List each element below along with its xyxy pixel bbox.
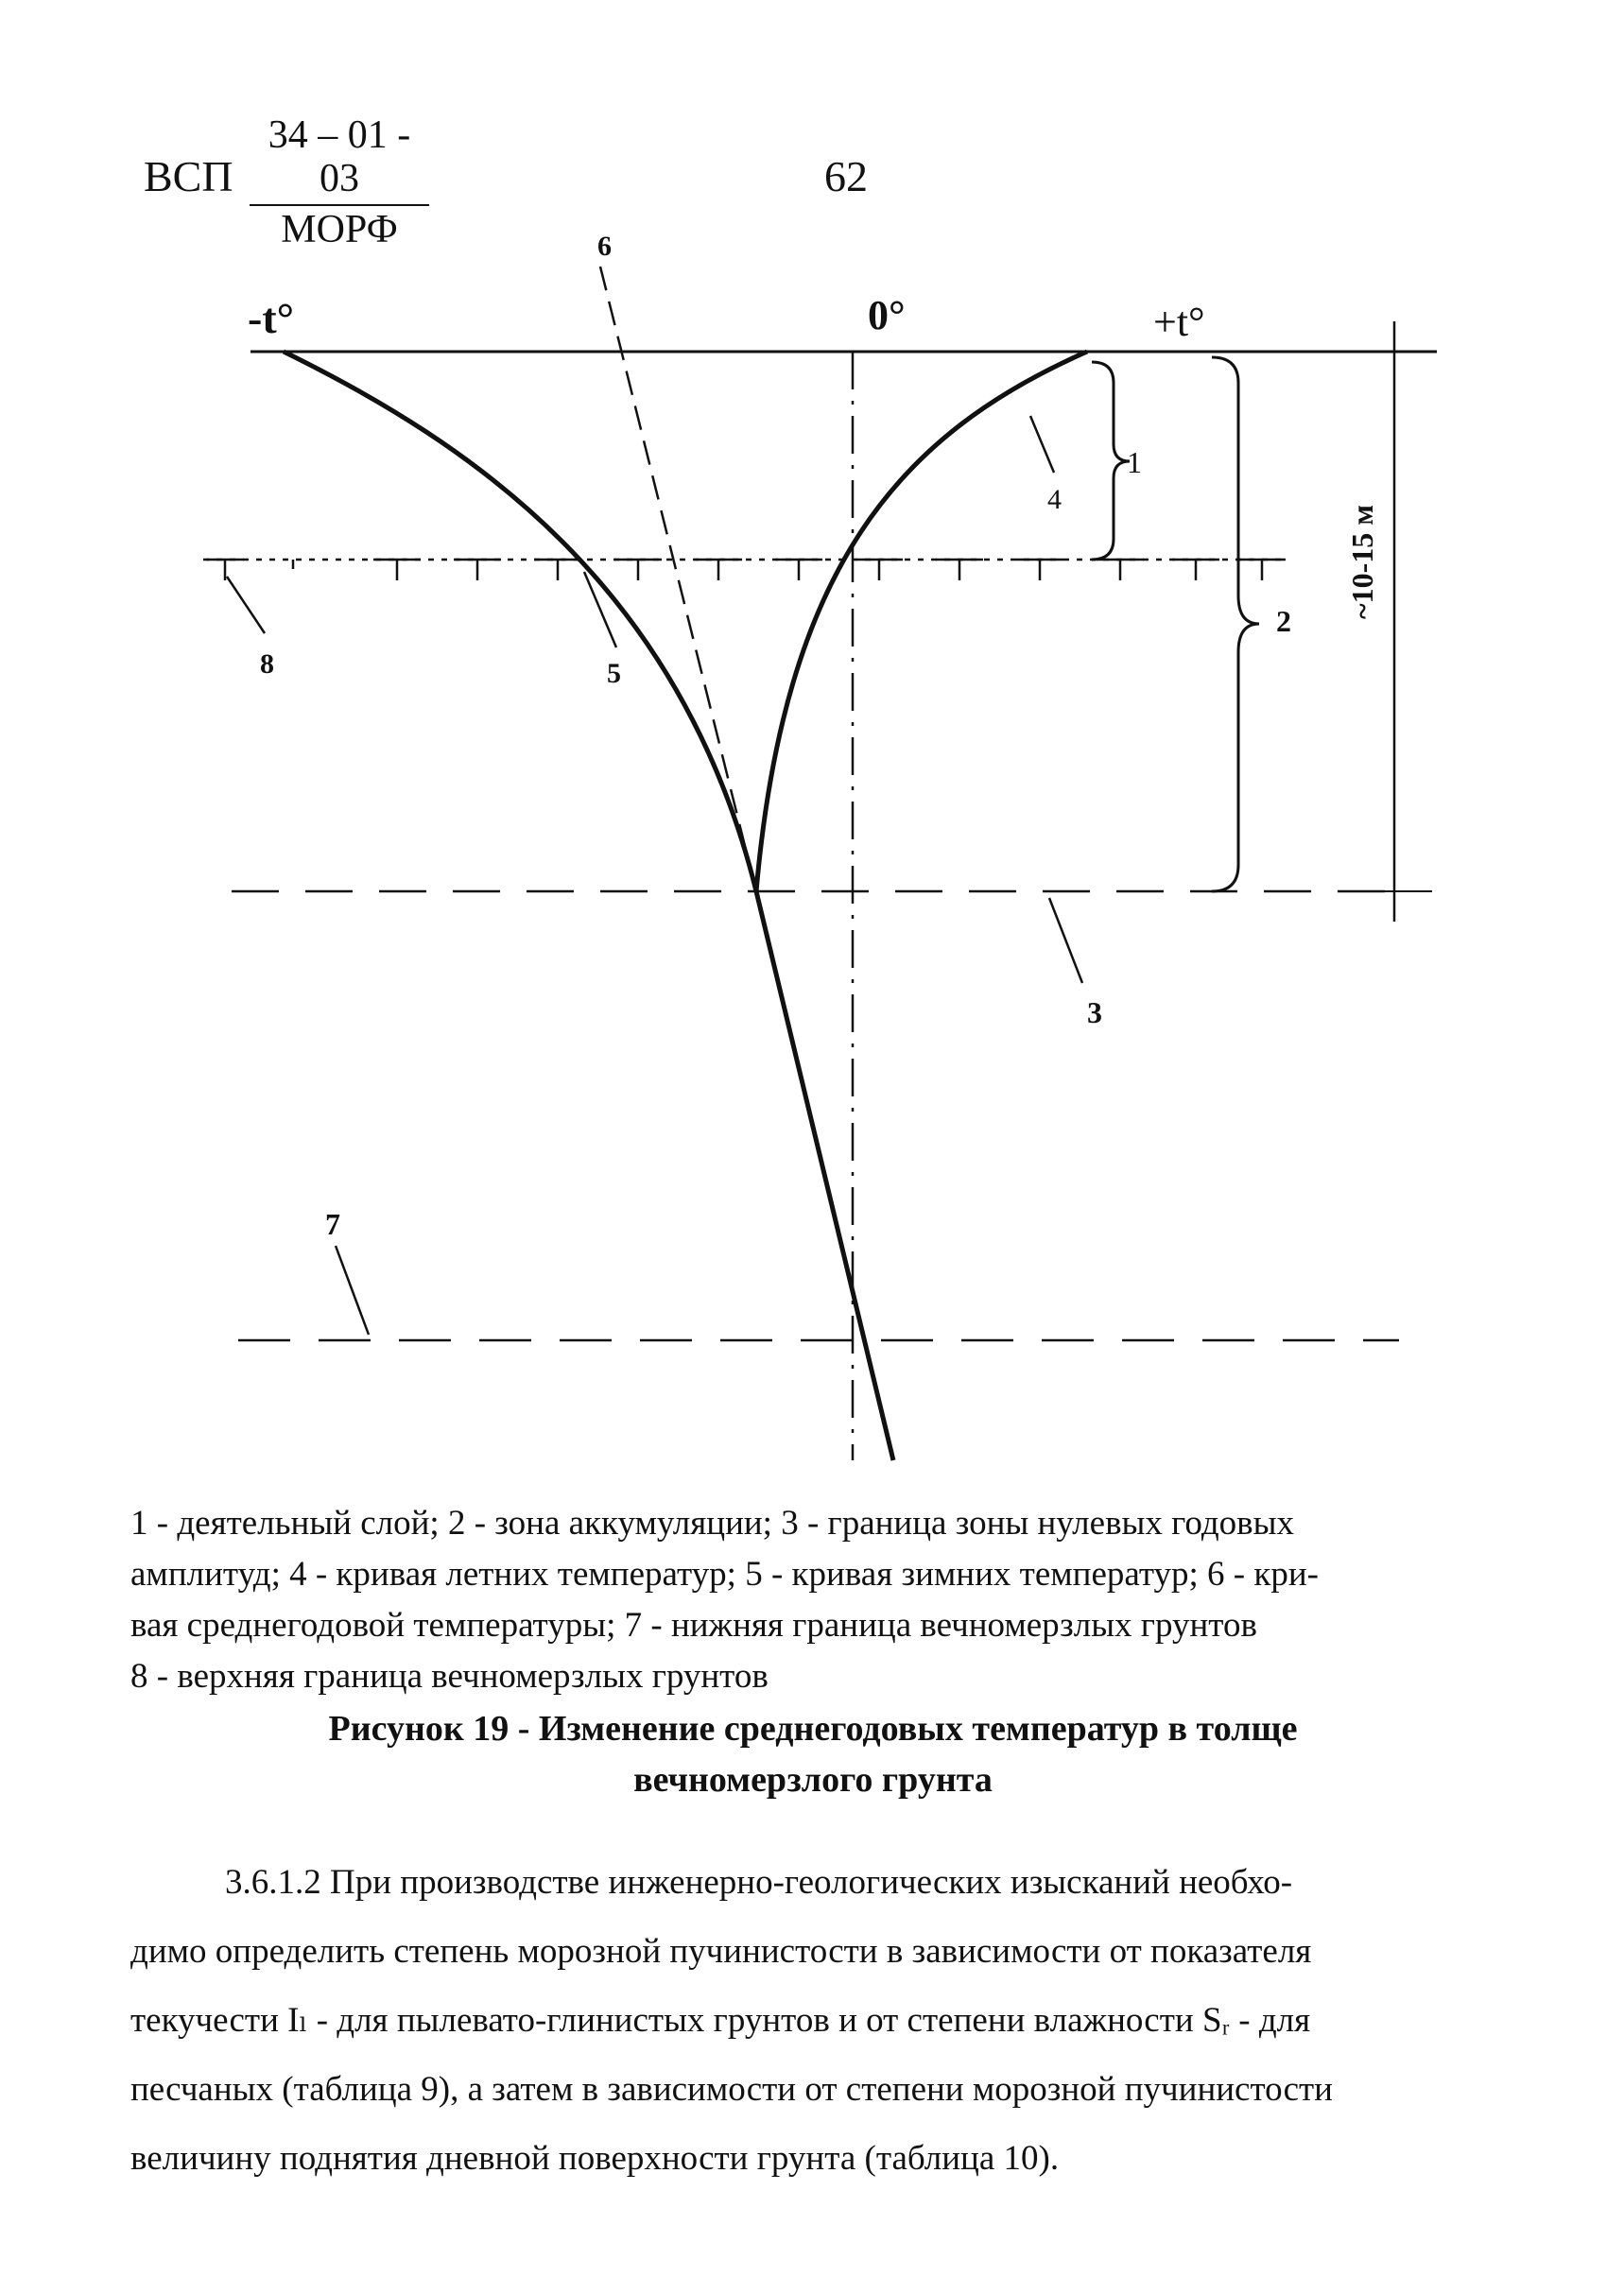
document-code-prefix: ВСП xyxy=(144,152,233,200)
figure-title xyxy=(142,1703,1484,1805)
zero-temperature-label: 0° xyxy=(868,292,906,338)
leader-line-8 xyxy=(227,577,265,633)
document-code-numerator: 34 – 01 - 03 xyxy=(268,113,411,200)
mean-annual-temperature-curve xyxy=(600,267,756,891)
temperature-curve-tail xyxy=(756,891,893,1460)
depth-dimension xyxy=(1375,321,1432,922)
accumulation-zone-brace xyxy=(1212,357,1259,891)
callout-6: 6 xyxy=(597,231,612,262)
leader-line-3 xyxy=(1049,898,1082,983)
paragraph-line: текучести Iₗ - для пылевато-глинистых грунтов и от степени влажности Sᵣ - для xyxy=(130,2001,1311,2040)
plus-temperature-label: +t° xyxy=(1153,299,1205,345)
document-code-denominator: МОРФ xyxy=(281,208,398,251)
body-paragraph xyxy=(130,1848,1492,2193)
page-number: 62 xyxy=(824,152,868,200)
callout-8: 8 xyxy=(260,648,274,680)
leader-line-4 xyxy=(1030,416,1054,473)
minus-temperature-label: -t° xyxy=(248,294,295,342)
callout-5: 5 xyxy=(607,658,621,689)
winter-temperature-curve xyxy=(284,352,756,891)
callout-1: 1 xyxy=(1127,445,1142,479)
figure-title-line-2: вечномерзлого грунта xyxy=(633,1760,993,1800)
paragraph-line: песчаных (таблица 9), а затем в зависимости от степени морозной пучинистости xyxy=(130,2070,1333,2109)
callout-7: 7 xyxy=(325,1207,340,1241)
upper-permafrost-boundary xyxy=(203,560,1286,580)
active-layer-brace xyxy=(1092,362,1130,560)
callout-3: 3 xyxy=(1087,995,1102,1029)
callout-4: 4 xyxy=(1047,484,1062,515)
legend-line: вая среднегодовой температуры; 7 - нижняя граница вечномерзлых грунтов xyxy=(130,1606,1257,1645)
legend-line: амплитуд; 4 - кривая летних температур; 5 - кривая зимних температур; 6 - кри- xyxy=(130,1555,1319,1594)
paragraph-line: 3.6.1.2 При производстве инженерно-геологических изысканий необхо- xyxy=(225,1863,1293,1902)
legend-line: 8 - верхняя граница вечномерзлых грунтов xyxy=(130,1657,769,1696)
depth-label: ~10-15 м xyxy=(1345,504,1379,619)
figure-title-line-1: Рисунок 19 - Изменение среднегодовых температур в толще xyxy=(328,1709,1298,1749)
callout-2: 2 xyxy=(1276,604,1291,638)
paragraph-line: димо определить степень морозной пучинистости в зависимости от показателя xyxy=(130,1932,1312,1971)
paragraph-line: величину поднятия дневной поверхности грунта (таблица 10). xyxy=(130,2139,1060,2178)
figure-legend xyxy=(130,1498,1492,1702)
leader-line-7 xyxy=(336,1246,369,1335)
legend-line: 1 - деятельный слой; 2 - зона аккумуляции; 3 - граница зоны нулевых годовых xyxy=(130,1504,1294,1543)
